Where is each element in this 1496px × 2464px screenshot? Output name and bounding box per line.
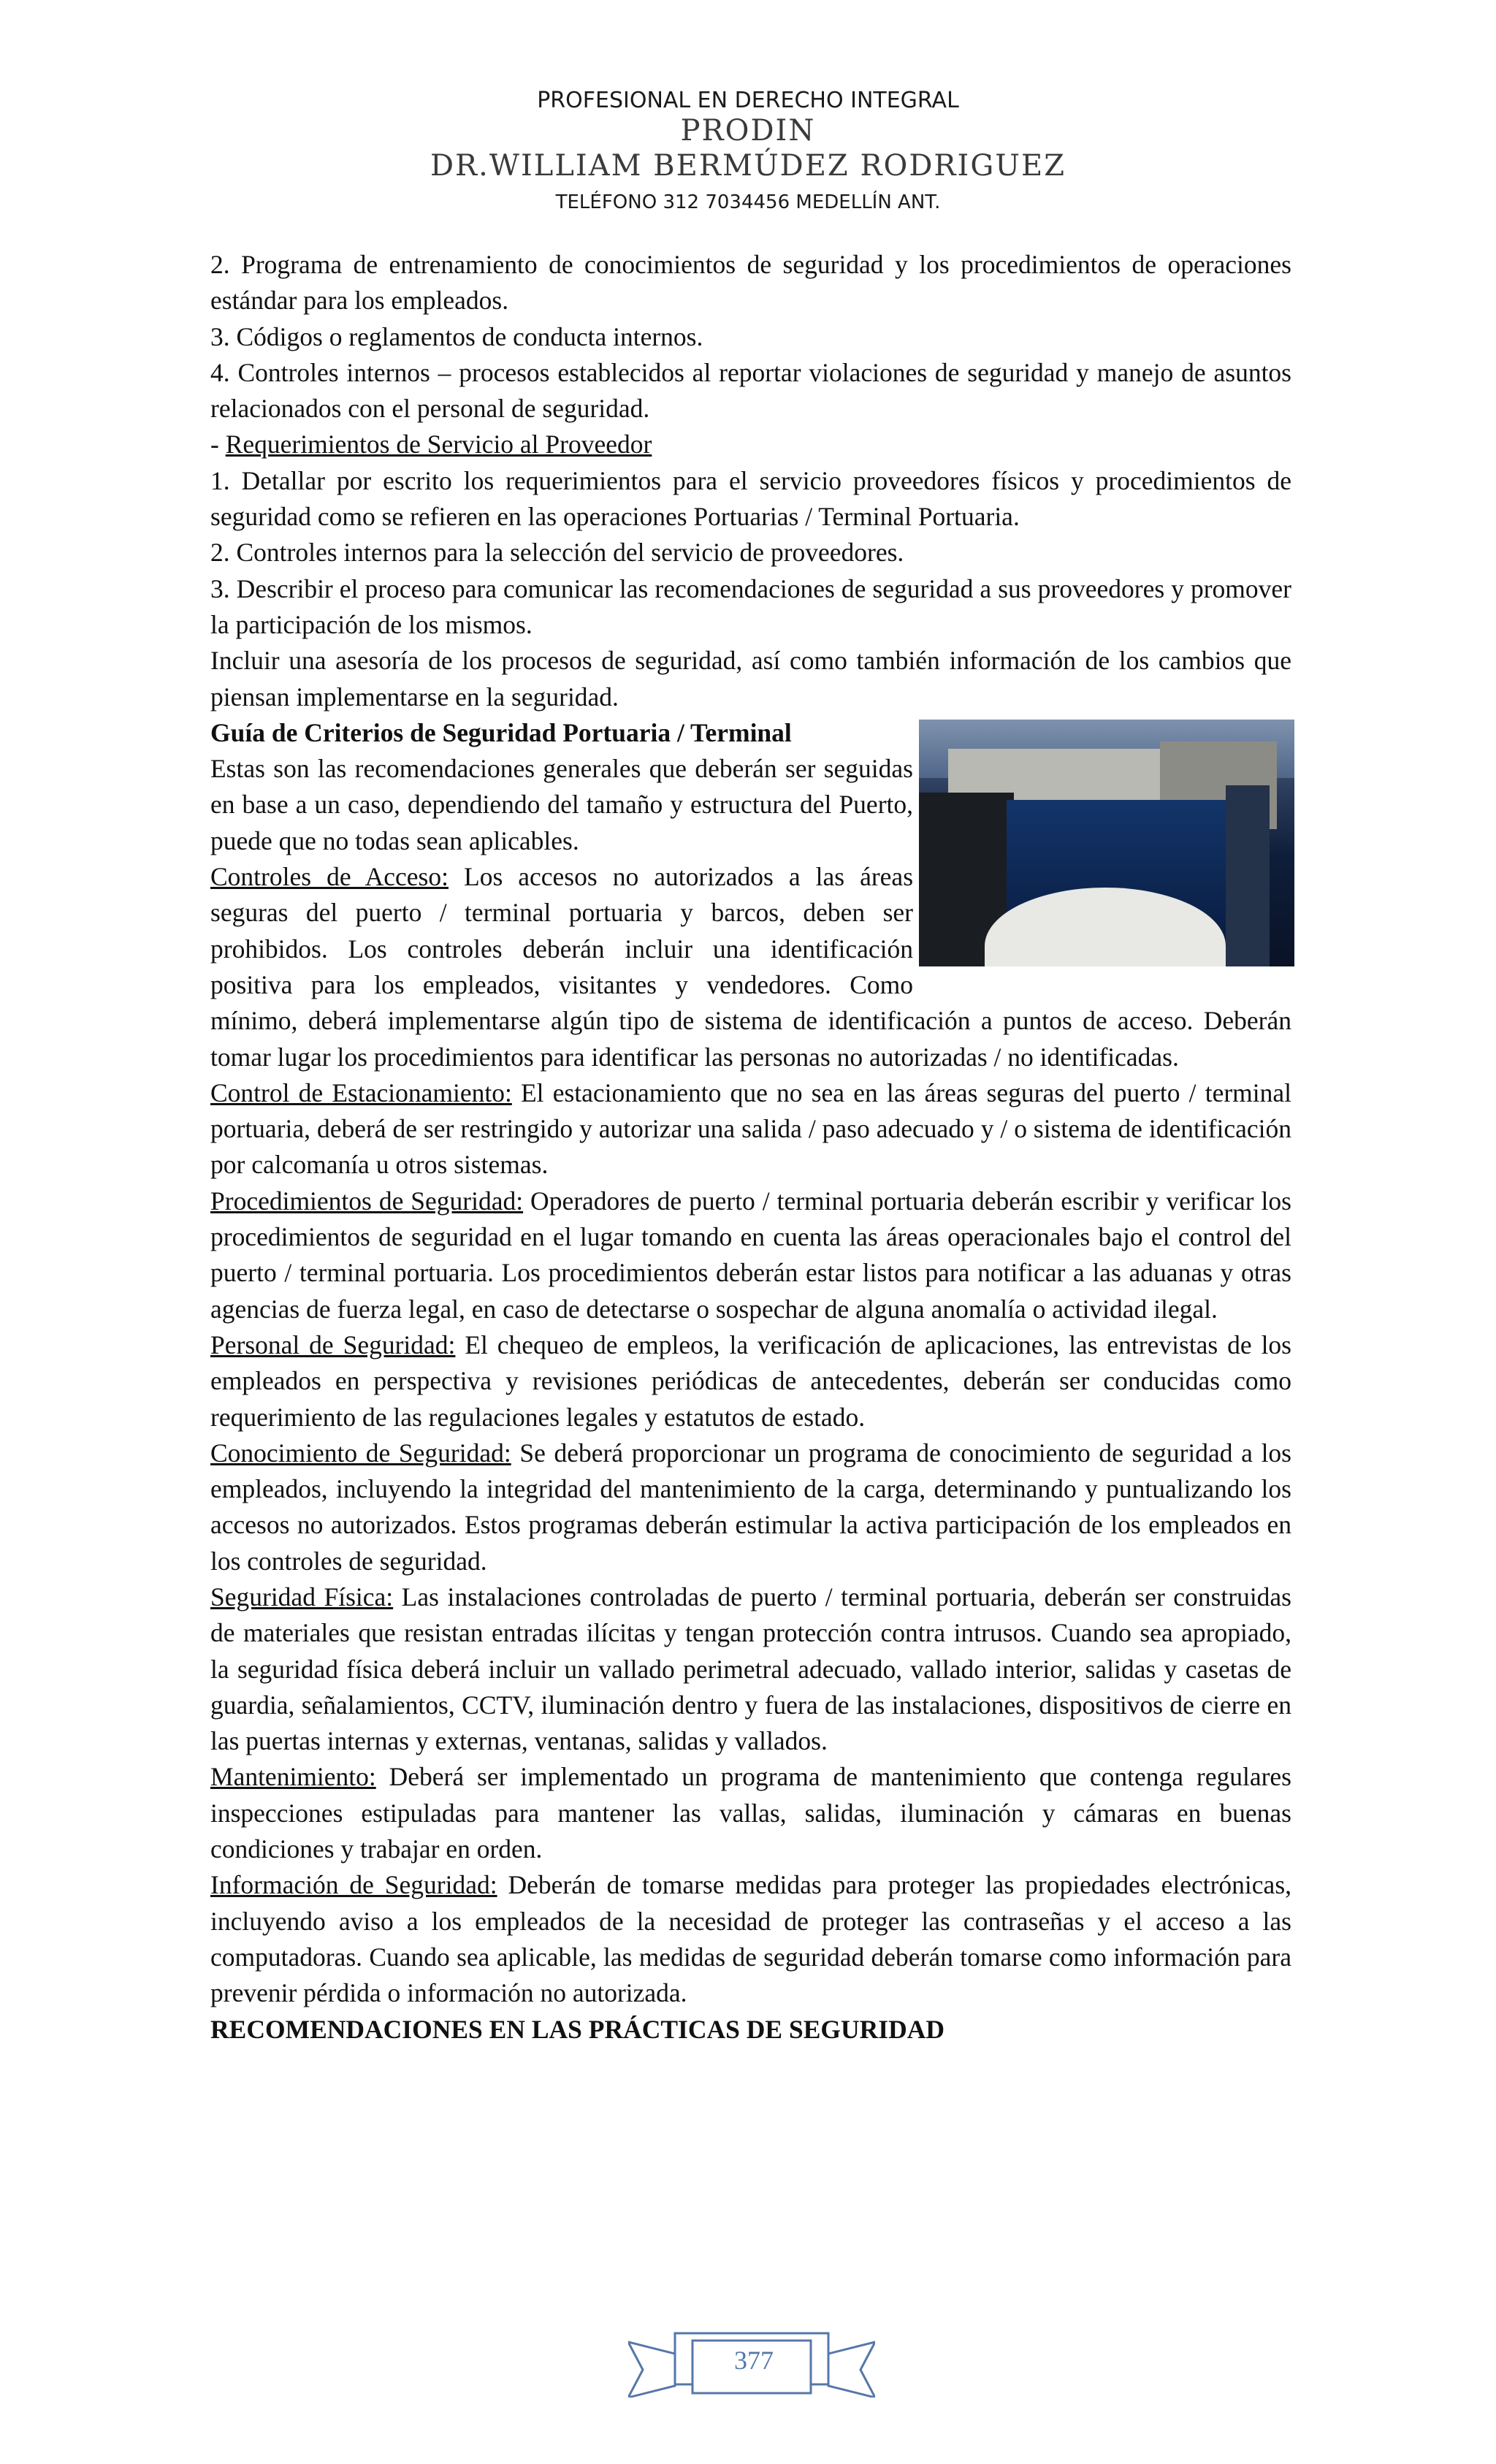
section-parking-control: Control de Estacionamiento: El estacionamiento que no sea en las áreas seguras del puerto / terminal portuaria, deberá de ser restringido y autorizar una salida / paso adecuado y / o sistema de identificación por calcomanía u otros sistemas.	[210, 1077, 1292, 1180]
guide-title: Guía de Criterios de Seguridad Portuaria / Terminal	[210, 717, 792, 747]
header-phone: TELÉFONO 312 7034456 MEDELLÍN ANT.	[555, 191, 941, 213]
page-number: 377	[734, 2346, 774, 2375]
section-label: Control de Estacionamiento:	[210, 1077, 512, 1107]
header-firm-type: PROFESIONAL EN DERECHO INTEGRAL	[537, 88, 959, 113]
section-access-control: Controles de Acceso: Los accesos no autorizados a las áreas seguras del puerto / terminal portuaria y barcos, deben ser prohibidos. Los controles deberán incluir una identificación positiva para los empleados, visitantes y vendedores. Como mínimo, deberá implementarse algún tipo de sistema de identificación a puntos de acceso. Deberán tomar lugar los procedimientos para identificar las personas no autorizadas / no identificadas.	[210, 862, 1291, 1072]
section-security-personnel: Personal de Seguridad: El chequeo de empleos, la verificación de aplicaciones, las entrevistas de los empleados en perspectiva y revisiones periódicas de antecedentes, deberán ser conducidas como requerimiento de las regulaciones legales y estatutos de estado.	[210, 1330, 1291, 1432]
provider-item-2: 2. Controles internos para la selección del servicio de proveedores.	[210, 538, 904, 568]
paragraph-3: 3. Códigos o reglamentos de conducta internos.	[210, 321, 703, 351]
final-heading: RECOMENDACIONES EN LAS PRÁCTICAS DE SEGURIDAD	[210, 2014, 944, 2044]
section-label: Conocimiento de Seguridad:	[210, 1438, 511, 1468]
paragraph-2: 2. Programa de entrenamiento de conocimientos de seguridad y los procedimientos de operaciones estándar para los empleados.	[210, 250, 1291, 316]
header-lawyer-name: DR.WILLIAM BERMÚDEZ RODRIGUEZ	[430, 149, 1066, 183]
section-security-procedures: Procedimientos de Seguridad: Operadores de puerto / terminal portuaria deberán escribir y verificar los procedimientos de seguridad en el lugar tomando en cuenta las áreas operacionales bajo el control del puerto / terminal portuaria. Los procedimientos deberán estar listos para notificar a las aduanas y otras agencias de fuerza legal, en caso de detectarse o sospechar de alguna anomalía o actividad ilegal.	[210, 1186, 1291, 1324]
section-label: Mantenimiento:	[210, 1762, 376, 1792]
section-information-security: Información de Seguridad: Deberán de tomarse medidas para proteger las propiedades electrónicas, incluyendo aviso a los empleados de la necesidad de proteger las contraseñas y el acceso a las computadoras. Cuando sea aplicable, las medidas de seguridad deberán tomarse como información para prevenir pérdida o información no autorizada.	[210, 1870, 1292, 2008]
section-label: Controles de Acceso:	[210, 862, 449, 892]
provider-requirements-heading: - Requerimientos de Servicio al Proveedor	[210, 430, 652, 459]
provider-item-1: 1. Detallar por escrito los requerimientos para el servicio proveedores físicos y procedimientos de seguridad como se refieren en las operaciones Portuarias / Terminal Portuaria.	[210, 465, 1291, 532]
port-terminal-photo	[919, 720, 1294, 966]
provider-requirements-label: Requerimientos de Servicio al Proveedor	[225, 430, 652, 459]
section-label: Personal de Seguridad:	[210, 1330, 456, 1359]
section-physical-security: Seguridad Física: Las instalaciones controladas de puerto / terminal portuaria, deberán ser construidas de materiales que resistan entradas ilícitas y tengan protección contra intrusos. Cuando sea apropiado, la seguridad física deberá incluir un vallado perimetral adecuado, vallado interior, salidas y casetas de guardia, señalamientos, CCTV, iluminación dentro y fuera de las instalaciones, dispositivos de cierre en las puertas internas y externas, ventanas, salidas y vallados.	[210, 1582, 1292, 1756]
paragraph-4: 4. Controles internos – procesos establecidos al reportar violaciones de seguridad y manejo de asuntos relacionados con el personal de seguridad.	[210, 357, 1291, 424]
provider-item-3: 3. Describir el proceso para comunicar las recomendaciones de seguridad a sus proveedores y promover la participación de los mismos.	[210, 573, 1291, 639]
section-label: Seguridad Física:	[210, 1582, 394, 1611]
guide-intro: Estas son las recomendaciones generales que deberán ser seguidas en base a un caso, dependiendo del tamaño y estructura del Puerto, puede que no todas sean aplicables.	[210, 754, 913, 855]
provider-note: Incluir una asesoría de los procesos de seguridad, así como también información de los cambios que piensan implementarse en la seguridad.	[210, 646, 1291, 712]
section-label: Procedimientos de Seguridad:	[210, 1186, 524, 1216]
section-maintenance: Mantenimiento: Deberá ser implementado un programa de mantenimiento que contenga regulares inspecciones estipuladas para mantener las vallas, salidas, iluminación y cámaras en buenas condiciones y trabajar en orden.	[210, 1762, 1291, 1864]
header-firm-name: PRODIN	[680, 114, 816, 148]
document-body	[210, 247, 1291, 2048]
section-security-awareness: Conocimiento de Seguridad: Se deberá proporcionar un programa de conocimiento de seguridad a los empleados, incluyendo la integridad del mantenimiento de la carga, determinando y puntualizando los accesos no autorizados. Estos programas deberán estimular la activa participación de los empleados en los controles de seguridad.	[210, 1438, 1291, 1576]
section-label: Información de Seguridad:	[210, 1870, 497, 1900]
